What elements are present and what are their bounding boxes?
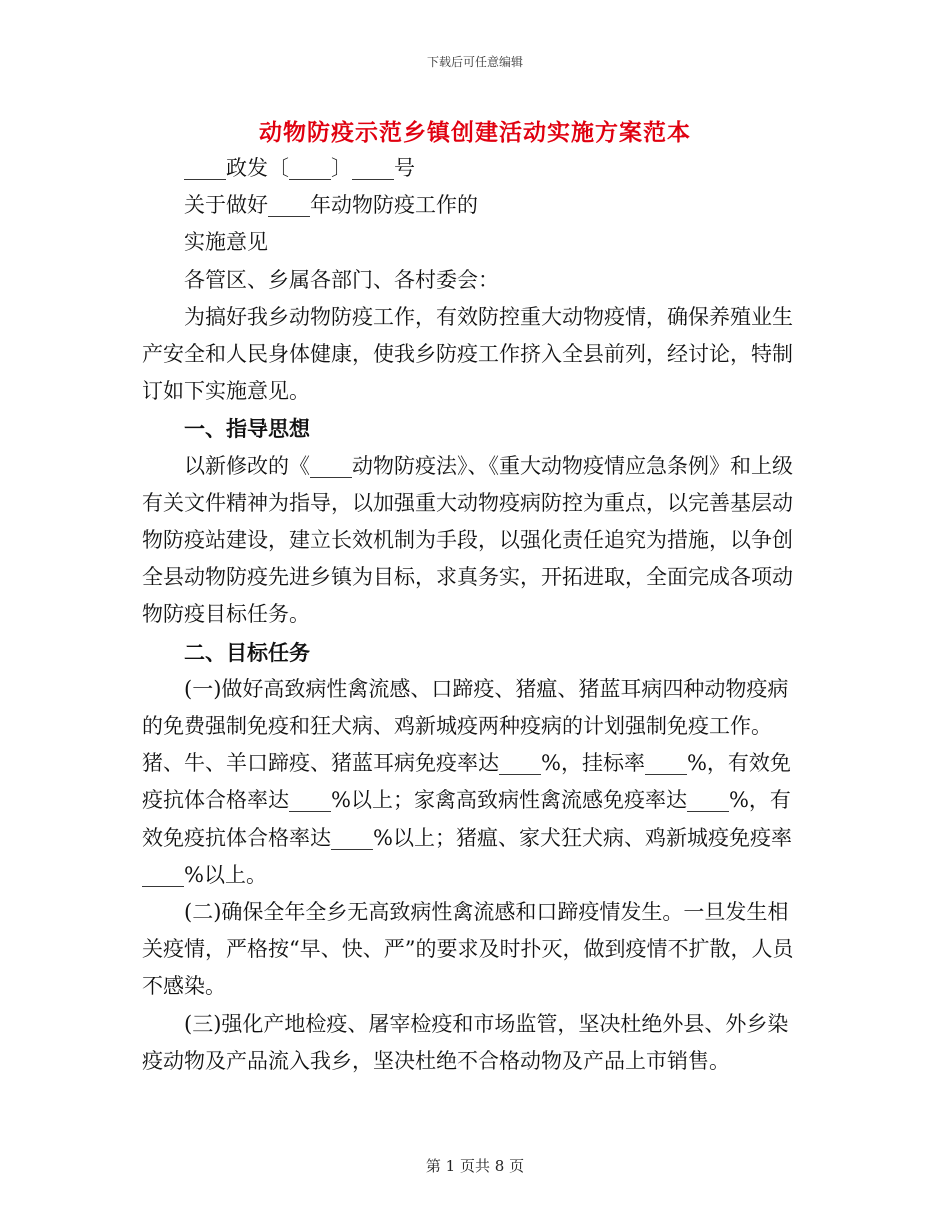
objective-item-3: (三)强化产地检疫、屠宰检疫和市场监管，坚决杜绝外县、外乡染疫动物及产品流入我乡，坚决杜绝不合格动物及产品上市销售。 <box>142 1011 789 1073</box>
salutation: 各管区、乡属各部门、各村委会： <box>184 267 499 292</box>
reference-line: ____政发〔____〕____号 <box>184 156 415 180</box>
section-heading-objectives: 二、目标任务 <box>184 639 310 665</box>
objective-item-2: (二)确保全年全乡无高致病性禽流感和口蹄疫情发生。一旦发生相关疫情，严格按“早、快、严”的要求及时扑灭，做到疫情不扩散，人员不感染。 <box>142 900 794 999</box>
document-body <box>142 150 807 1080</box>
guiding-ideology-paragraph: 以新修改的《____动物防疫法》、《重大动物疫情应急条例》和上级有关文件精神为指导，以加强重大动物疫病防控为重点，以完善基层动物防疫站建设，建立长效机制为手段，以强化责任追究为措施，以争创全县动物防疫先进乡镇为目标，求真务实，开拓进取，全面完成各项动物防疫目标任务。 <box>142 453 793 627</box>
page-header-note: 下载后可任意编辑 <box>426 55 523 69</box>
subject-line-2: 实施意见 <box>184 230 268 255</box>
document-title: 动物防疫示范乡镇创建活动实施方案范本 <box>259 119 691 146</box>
page-number: 第 1 页共 8 页 <box>425 1157 525 1175</box>
intro-paragraph: 为搞好我乡动物防疫工作，有效防控重大动物疫情，确保养殖业生产安全和人民身体健康，使我乡防疫工作挤入全县前列，经讨论，特制订如下实施意见。 <box>142 304 793 404</box>
objective-item-1: (一)做好高致病性禽流感、口蹄疫、猪瘟、猪蓝耳病四种动物疫病的免费强制免疫和狂犬病、鸡新城疫两种疫病的计划强制免疫工作。猪、牛、羊口蹄疫、猪蓝耳病免疫率达____%，挂标率____%，有效免疫抗体合格率达____%以上；家禽高致病性禽流感免疫率达____%，有效免疫抗体合格率达____%以上；猪瘟、家犬狂犬病、鸡新城疫免疫率____%以上。 <box>142 676 792 887</box>
subject-line-1: 关于做好____年动物防疫工作的 <box>184 193 478 218</box>
section-heading-guiding-ideology: 一、指导思想 <box>184 416 310 442</box>
